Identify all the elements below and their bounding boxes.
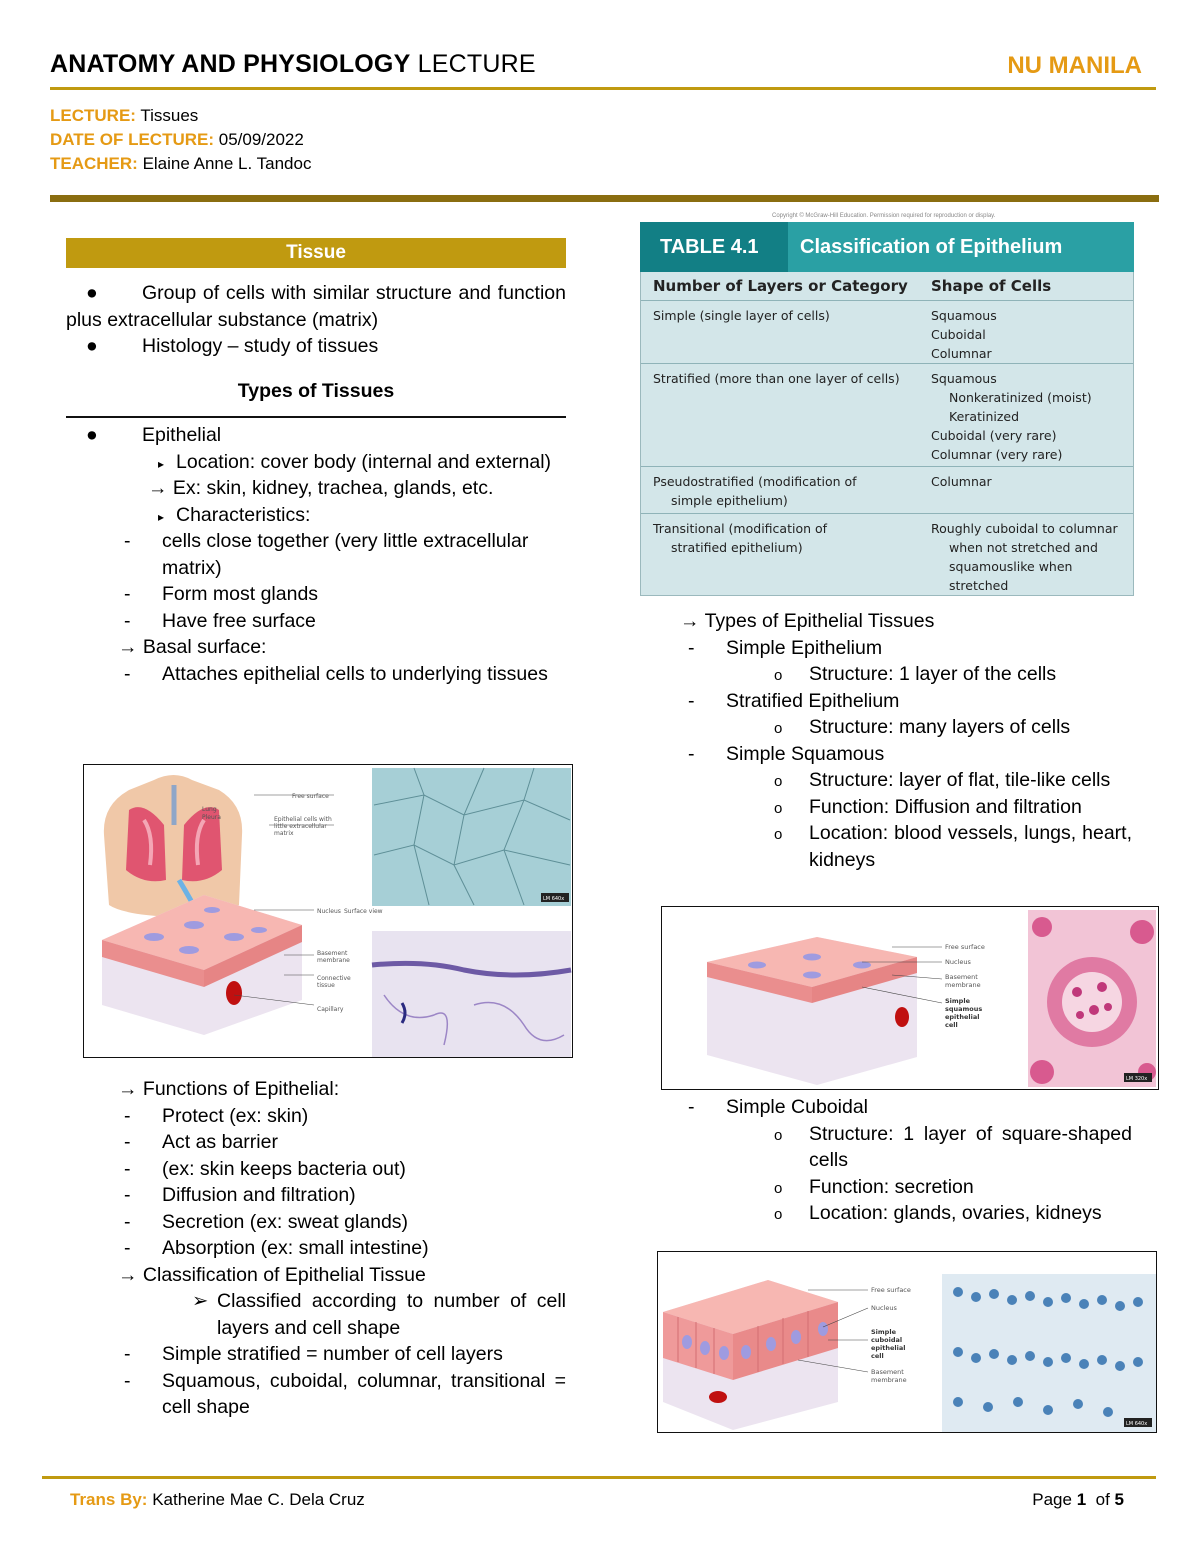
characteristic-3: Have free surface bbox=[162, 609, 316, 632]
simple-cuboidal-illustration bbox=[658, 1252, 1157, 1433]
list-item bbox=[66, 661, 566, 688]
table-number: TABLE 4.1 bbox=[640, 222, 788, 272]
table-cell-line: Cuboidal bbox=[931, 327, 986, 342]
basal-label: → Basal surface: bbox=[118, 636, 267, 658]
stratified-eq: Simple stratified = number of cell layers bbox=[162, 1343, 503, 1365]
fig2-label-nucleus: Nucleus bbox=[945, 958, 971, 966]
table-cell-line: Keratinized bbox=[949, 409, 1020, 424]
fig2-label-membrane: membrane bbox=[945, 981, 981, 989]
fig1-label-membrane: membrane bbox=[317, 957, 350, 964]
trans-name: Katherine Mae C. Dela Cruz bbox=[147, 1490, 365, 1509]
characteristic-1: cells close together (very little extracellular matrix) bbox=[162, 530, 529, 579]
fig1-label-capillary: Capillary bbox=[317, 1006, 344, 1013]
list-item bbox=[66, 502, 566, 529]
tissue-definition: Group of cells with similar structure and function plus extracellular substance (matrix) bbox=[66, 282, 566, 331]
triangle-icon: ▸ bbox=[158, 456, 165, 471]
table-cell-line: Transitional (modification of bbox=[653, 521, 828, 536]
meta-rule bbox=[50, 195, 1159, 202]
fig3-label-simple: Simple bbox=[871, 1328, 896, 1336]
dash-icon: - bbox=[124, 1157, 131, 1180]
list-item bbox=[66, 608, 566, 635]
table-cell-line: Roughly cuboidal to columnar bbox=[931, 521, 1118, 536]
divider bbox=[66, 416, 566, 418]
simple-epithelium-structure: Structure: 1 layer of the cells bbox=[809, 663, 1057, 685]
table-cell-line: Squamous bbox=[931, 308, 997, 323]
left-column-functions bbox=[66, 1076, 566, 1421]
fig2-label-free-surface: Free surface bbox=[945, 943, 985, 951]
dash-icon: - bbox=[124, 1104, 131, 1127]
squamous-location: Location: blood vessels, lungs, heart, kidneys bbox=[809, 822, 1132, 871]
page-number bbox=[1032, 1490, 1124, 1510]
classified-text: Classified according to number of cell layers and cell shape bbox=[217, 1290, 566, 1339]
characteristics-label: Characteristics: bbox=[176, 503, 311, 526]
table-cell-line: Squamous bbox=[931, 371, 997, 386]
list-item bbox=[680, 1121, 1132, 1174]
functions-label: → Functions of Epithelial: bbox=[118, 1078, 340, 1100]
fig1-label-tissue: tissue bbox=[317, 982, 335, 989]
function-item: (ex: skin keeps bacteria out) bbox=[162, 1157, 406, 1180]
table-cell: Stratified (more than one layer of cells) bbox=[653, 371, 900, 386]
table-cell: Simple (single layer of cells) bbox=[653, 308, 830, 323]
table-header bbox=[640, 222, 1134, 272]
list-item bbox=[680, 1174, 1132, 1201]
simple-squamous-figure bbox=[661, 906, 1159, 1090]
dash-icon: - bbox=[124, 1131, 131, 1153]
arrowhead-icon: ➢ bbox=[192, 1290, 209, 1312]
list-item bbox=[66, 528, 566, 581]
table-cell bbox=[641, 514, 921, 595]
page-current: 1 bbox=[1076, 1490, 1087, 1509]
list-item bbox=[66, 1288, 566, 1341]
list-item bbox=[680, 767, 1132, 794]
fig1-label-nucleus: Nucleus bbox=[317, 908, 341, 915]
fig1-label-surface-view: Surface view bbox=[344, 908, 383, 915]
fig3-label-free-surface: Free surface bbox=[871, 1286, 911, 1294]
lecture-value: Tissues bbox=[135, 106, 199, 125]
list-item bbox=[66, 449, 566, 476]
list-item bbox=[66, 333, 566, 360]
bullet-icon: ● bbox=[86, 424, 98, 446]
dash-icon: - bbox=[688, 636, 695, 659]
table-row bbox=[641, 301, 1133, 364]
list-item bbox=[66, 1156, 566, 1183]
table-cell-line: simple epithelium) bbox=[671, 493, 788, 508]
triangle-icon: ▸ bbox=[158, 509, 165, 524]
classification-table bbox=[640, 213, 1134, 596]
fig1-label-matrix2: matrix bbox=[274, 830, 294, 837]
table-cell-line: squamouslike when bbox=[949, 559, 1073, 574]
footer-transcriber bbox=[70, 1490, 365, 1510]
list-item bbox=[66, 1103, 566, 1130]
table-cell bbox=[921, 301, 1133, 363]
epithelial-examples: → Ex: skin, kidney, trachea, glands, etc. bbox=[148, 477, 494, 499]
dash-icon: - bbox=[124, 609, 131, 632]
table-row bbox=[641, 467, 1133, 514]
table-cell-line: when not stretched and bbox=[949, 540, 1098, 555]
list-item bbox=[66, 422, 566, 449]
list-item bbox=[680, 794, 1132, 821]
table-column-headers bbox=[641, 272, 1133, 301]
dash-icon: - bbox=[688, 742, 695, 765]
bullet-icon: ● bbox=[86, 282, 98, 304]
fig1-label-matrix1: little extracellular bbox=[274, 823, 327, 830]
left-column bbox=[66, 238, 566, 687]
table-row bbox=[641, 514, 1133, 595]
list-item bbox=[66, 581, 566, 608]
list-item bbox=[66, 1209, 566, 1236]
table-cell-line: Columnar bbox=[931, 346, 992, 361]
right-column-cuboidal bbox=[680, 1094, 1132, 1227]
teacher-value: Elaine Anne L. Tandoc bbox=[137, 154, 312, 173]
squamous-function: Function: Diffusion and filtration bbox=[809, 795, 1082, 818]
column-header: Number of Layers or Category bbox=[653, 276, 908, 295]
function-item: Protect (ex: skin) bbox=[162, 1104, 309, 1127]
list-item bbox=[66, 1076, 566, 1103]
right-column bbox=[680, 608, 1132, 873]
table-cell-line: stratified epithelium) bbox=[671, 540, 803, 555]
table-copyright: Copyright © McGraw-Hill Education. Permission required for reproduction or display. bbox=[772, 213, 996, 219]
column-header: Shape of Cells bbox=[931, 276, 1052, 295]
school-name: NU MANILA bbox=[1007, 52, 1142, 79]
list-item bbox=[680, 1200, 1132, 1227]
fig1-label-lung: Lung bbox=[202, 806, 217, 813]
list-item bbox=[680, 714, 1132, 741]
circle-bullet-icon: o bbox=[774, 1206, 783, 1223]
fig2-label-lm: LM 320x bbox=[1126, 1076, 1148, 1082]
function-item: Act as barrier bbox=[162, 1131, 278, 1153]
dash-icon: - bbox=[124, 583, 131, 605]
footer-rule bbox=[42, 1476, 1156, 1479]
table-cell: Columnar bbox=[931, 474, 992, 489]
dash-icon: - bbox=[124, 1343, 131, 1365]
basal-description: Attaches epithelial cells to underlying tissues bbox=[162, 662, 548, 685]
date-value: 05/09/2022 bbox=[214, 130, 304, 149]
bullet-icon: ● bbox=[86, 335, 98, 357]
table-cell bbox=[921, 364, 1133, 466]
epithelium-figure bbox=[83, 764, 573, 1058]
fig3-label-membrane: membrane bbox=[871, 1376, 907, 1384]
histology-definition: Histology – study of tissues bbox=[142, 335, 379, 357]
fig2-label-basement: Basement bbox=[945, 973, 978, 981]
circle-bullet-icon: o bbox=[774, 799, 783, 817]
list-item bbox=[680, 741, 1132, 768]
simple-epithelium: Simple Epithelium bbox=[726, 636, 883, 659]
title-rest: LECTURE bbox=[410, 50, 536, 78]
dash-icon: - bbox=[124, 1369, 131, 1392]
dash-icon: - bbox=[124, 1184, 131, 1206]
function-item: Absorption (ex: small intestine) bbox=[162, 1237, 429, 1259]
list-item bbox=[66, 1341, 566, 1368]
simple-cuboidal-figure bbox=[657, 1251, 1157, 1433]
table-cell-line: Pseudostratified (modification of bbox=[653, 474, 857, 489]
function-item: Diffusion and filtration) bbox=[162, 1184, 356, 1206]
list-item bbox=[66, 475, 566, 502]
table-cell-line: Nonkeratinized (moist) bbox=[949, 390, 1092, 405]
title-bold: ANATOMY AND PHYSIOLOGY bbox=[50, 50, 411, 78]
cuboidal-location: Location: glands, ovaries, kidneys bbox=[809, 1202, 1102, 1224]
circle-bullet-icon: o bbox=[774, 1179, 783, 1197]
stratified-epithelium: Stratified Epithelium bbox=[726, 689, 900, 712]
fig1-label-cells: Epithelial cells with bbox=[274, 816, 332, 823]
section-title: Tissue bbox=[66, 238, 566, 268]
types-heading: Types of Tissues bbox=[237, 379, 395, 402]
page-total: 5 bbox=[1114, 1490, 1124, 1509]
dash-icon: - bbox=[124, 1237, 131, 1259]
fig2-label-cell: cell bbox=[945, 1021, 958, 1029]
simple-squamous-illustration bbox=[662, 907, 1159, 1090]
cuboidal-structure: Structure: 1 layer of square-shaped cells bbox=[809, 1122, 1132, 1171]
table-cell-line: Cuboidal (very rare) bbox=[931, 428, 1057, 443]
dash-icon: - bbox=[124, 662, 131, 685]
circle-bullet-icon: o bbox=[774, 667, 783, 684]
fig1-label-basement: Basement bbox=[317, 950, 348, 957]
fig3-label-nucleus: Nucleus bbox=[871, 1304, 897, 1312]
fig1-label-lm: LM 640x bbox=[543, 896, 565, 902]
fig1-label-free-surface: Free surface bbox=[292, 793, 329, 800]
function-item: Secretion (ex: sweat glands) bbox=[162, 1210, 409, 1233]
lecture-label: LECTURE: bbox=[50, 106, 136, 125]
dash-icon: - bbox=[688, 689, 695, 712]
page-word: Page bbox=[1032, 1490, 1077, 1509]
squamous-structure: Structure: layer of flat, tile-like cells bbox=[809, 769, 1111, 791]
table-row bbox=[641, 364, 1133, 467]
shape-eq: Squamous, cuboidal, columnar, transitional = cell shape bbox=[162, 1369, 566, 1418]
characteristic-2: Form most glands bbox=[162, 583, 319, 605]
date-label: DATE OF LECTURE: bbox=[50, 130, 215, 149]
circle-bullet-icon: o bbox=[774, 1126, 783, 1144]
fig3-label-cuboidal: cuboidal bbox=[871, 1336, 903, 1344]
document-title bbox=[50, 50, 536, 79]
list-item bbox=[66, 1129, 566, 1156]
dash-icon: - bbox=[124, 1210, 131, 1233]
list-item bbox=[66, 634, 566, 661]
list-item bbox=[66, 1368, 566, 1421]
list-item bbox=[66, 1235, 566, 1262]
circle-bullet-icon: o bbox=[774, 773, 783, 790]
table-cell bbox=[921, 514, 1133, 595]
teacher-label: TEACHER: bbox=[50, 154, 138, 173]
list-item bbox=[680, 1094, 1132, 1121]
list-item bbox=[680, 820, 1132, 873]
dash-icon: - bbox=[688, 1096, 695, 1118]
trans-label: Trans By: bbox=[70, 1490, 148, 1509]
stratified-epithelium-structure: Structure: many layers of cells bbox=[809, 716, 1071, 738]
header-rule bbox=[50, 87, 1156, 90]
table-cell bbox=[641, 467, 921, 513]
epithelium-illustration bbox=[84, 765, 573, 1058]
table-cell-line: stretched bbox=[949, 578, 1009, 593]
fig1-label-connective: Connective bbox=[317, 975, 351, 982]
lecture-meta bbox=[50, 104, 311, 176]
fig3-label-basement: Basement bbox=[871, 1368, 904, 1376]
fig3-label-epithelial: epithelial bbox=[871, 1344, 906, 1352]
list-item bbox=[66, 280, 566, 333]
simple-cuboidal: Simple Cuboidal bbox=[726, 1096, 868, 1118]
circle-bullet-icon: o bbox=[774, 826, 783, 843]
fig2-label-epithelial: epithelial bbox=[945, 1013, 980, 1021]
fig1-label-pleura: Pleura bbox=[202, 814, 221, 821]
circle-bullet-icon: o bbox=[774, 720, 783, 737]
list-item bbox=[66, 1262, 566, 1289]
list-item bbox=[680, 661, 1132, 688]
table-title: Classification of Epithelium bbox=[800, 235, 1063, 258]
dash-icon: - bbox=[124, 530, 131, 552]
fig2-label-simple: Simple bbox=[945, 997, 970, 1005]
list-item bbox=[680, 635, 1132, 662]
table-body bbox=[640, 272, 1134, 596]
table-cell-line: Columnar (very rare) bbox=[931, 447, 1063, 462]
list-item bbox=[66, 1182, 566, 1209]
list-item bbox=[680, 608, 1132, 635]
list-item bbox=[680, 688, 1132, 715]
types-epithelial-label: → Types of Epithelial Tissues bbox=[680, 610, 935, 632]
simple-squamous: Simple Squamous bbox=[726, 742, 885, 765]
classification-label: → Classification of Epithelial Tissue bbox=[118, 1263, 426, 1286]
epithelial-label: Epithelial bbox=[142, 424, 222, 446]
fig3-label-lm: LM 640x bbox=[1126, 1421, 1148, 1427]
of-word: of bbox=[1086, 1490, 1115, 1509]
fig2-label-squamous: squamous bbox=[945, 1005, 983, 1013]
epithelial-location: Location: cover body (internal and external) bbox=[176, 450, 552, 473]
fig3-label-cell: cell bbox=[871, 1352, 884, 1360]
cuboidal-function: Function: secretion bbox=[809, 1175, 974, 1198]
